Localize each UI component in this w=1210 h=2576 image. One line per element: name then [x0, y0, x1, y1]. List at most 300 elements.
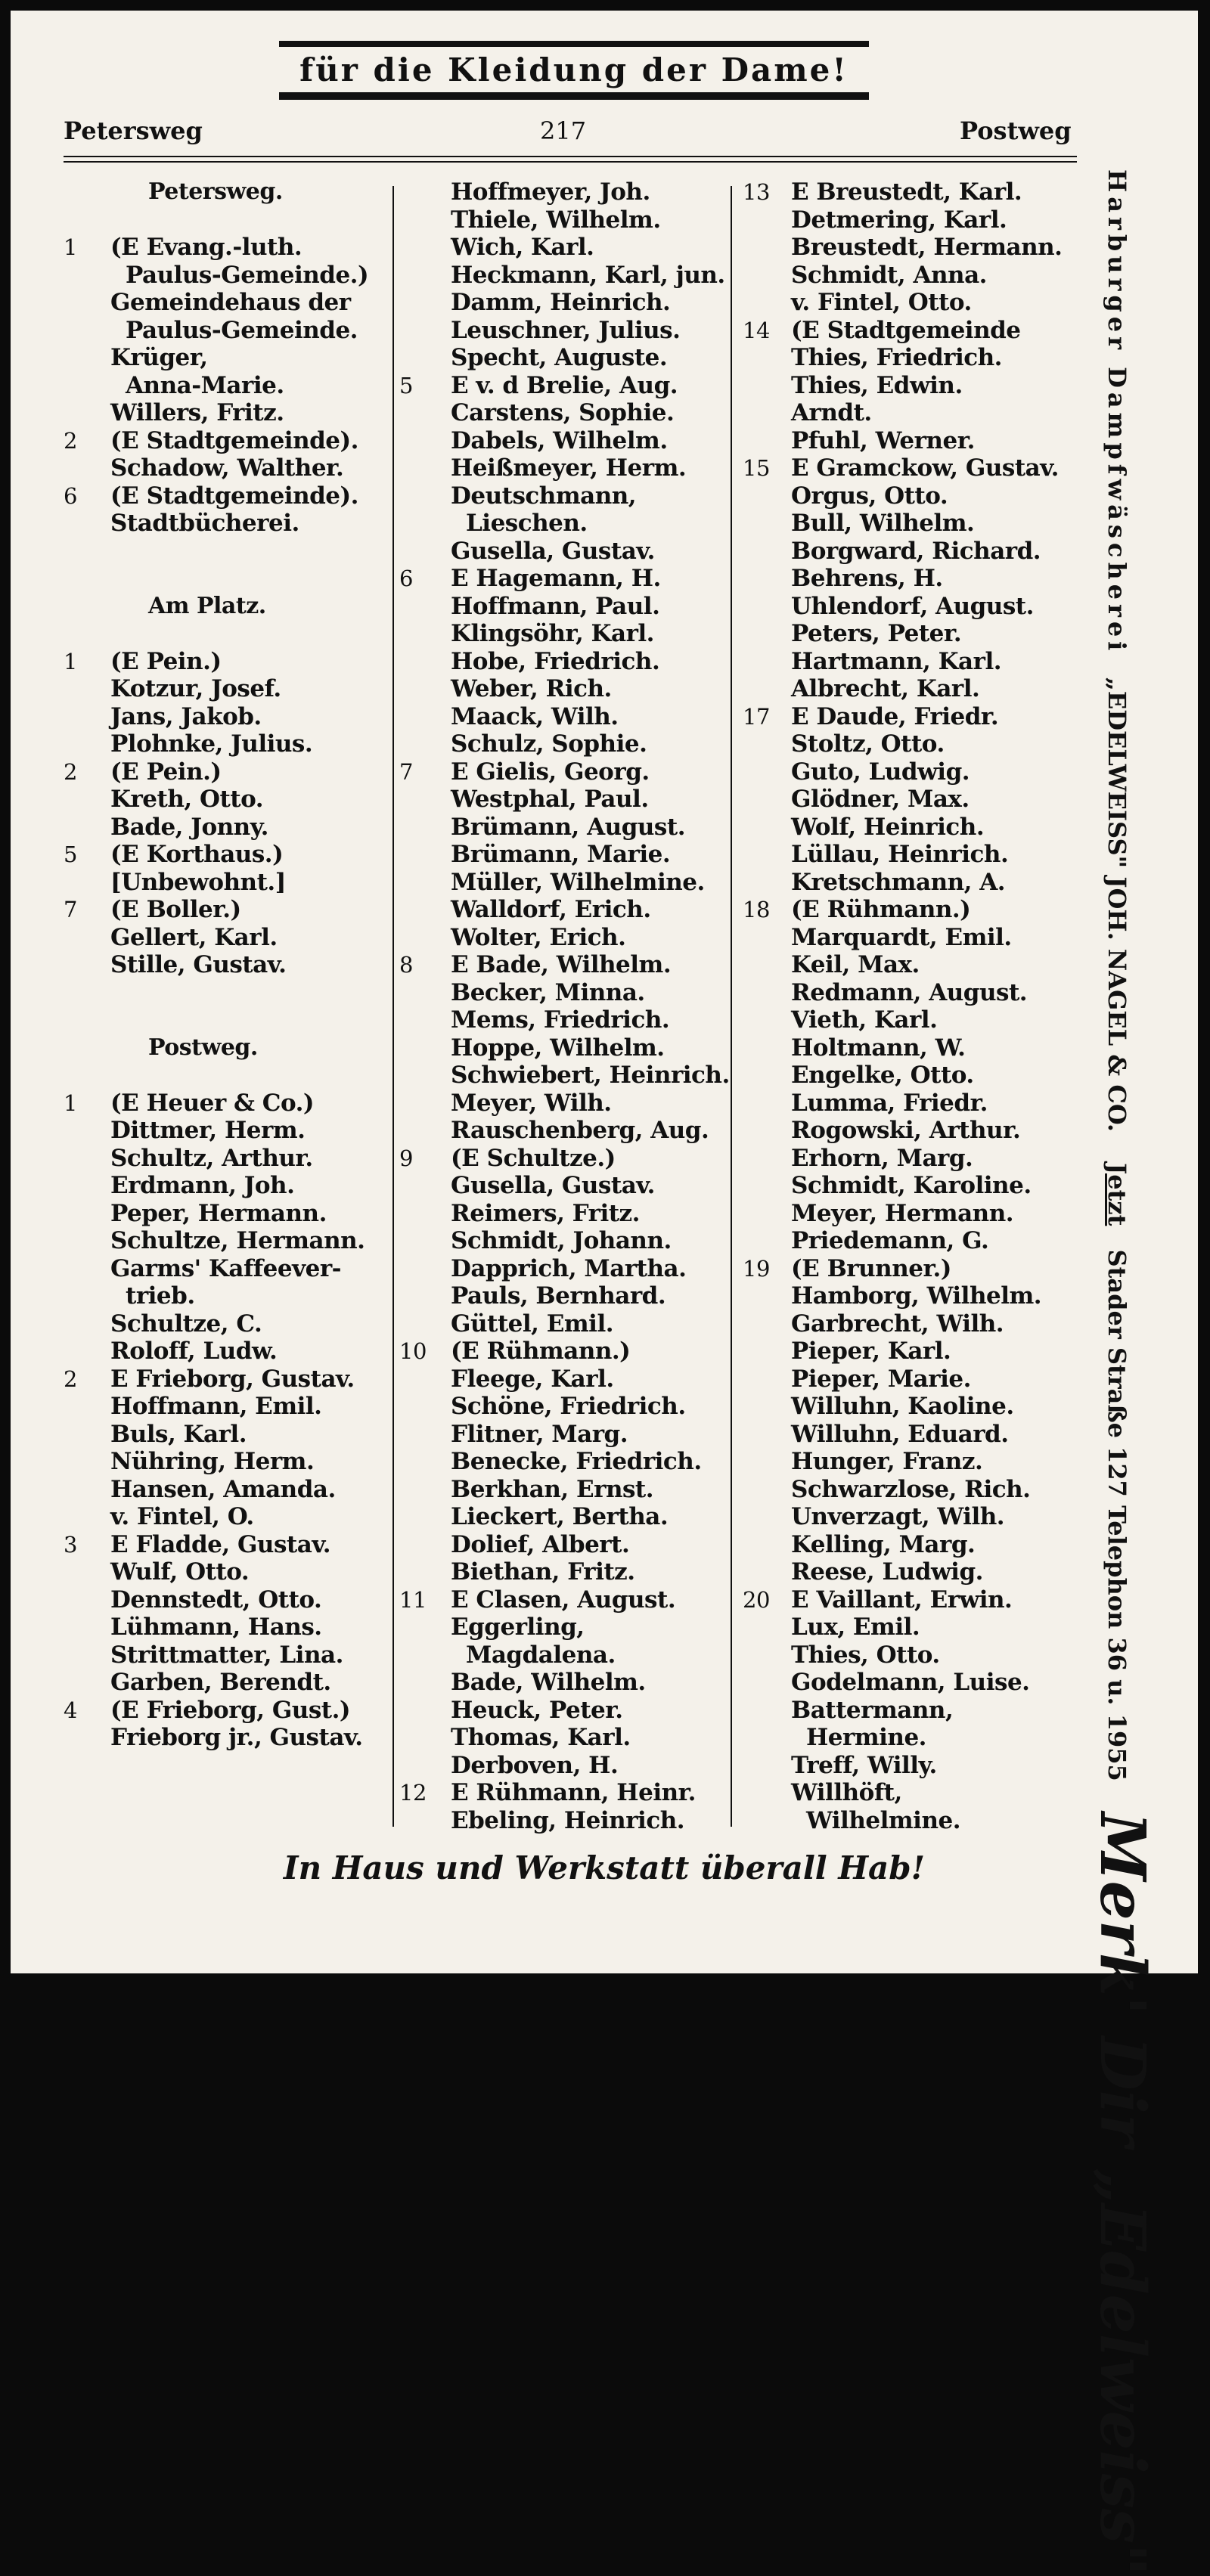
directory-entry — [729, 1807, 1062, 1835]
entry-text: E Frieborg, Gustav. — [110, 1365, 355, 1393]
entry-text: (E Frieborg, Gust.) — [110, 1696, 351, 1724]
directory-entry — [729, 510, 1062, 538]
directory-entry — [389, 869, 729, 897]
entry-text: (E Pein.) — [110, 647, 222, 675]
directory-entry — [389, 1752, 729, 1780]
directory-entry — [64, 565, 389, 593]
directory-entry — [729, 1034, 1062, 1062]
entry-text: (E Evang.-luth. — [110, 234, 302, 261]
directory-entry — [64, 1282, 389, 1310]
directory-entry — [729, 1641, 1062, 1669]
entry-text: Pauls, Bernhard. — [451, 1282, 666, 1310]
entry-text: Carstens, Sophie. — [451, 399, 675, 426]
directory-entry — [729, 758, 1062, 786]
directory-page — [11, 11, 1198, 2576]
entry-text: Hoffmann, Paul. — [451, 592, 660, 620]
directory-entry — [729, 593, 1062, 621]
entry-text: [Unbewohnt.] — [110, 868, 286, 896]
directory-entry — [64, 1697, 389, 1725]
entry-text: Reese, Ludwig. — [791, 1558, 983, 1586]
directory-entry — [64, 869, 389, 897]
directory-entry — [389, 1365, 729, 1393]
page-number: 217 — [540, 116, 587, 145]
entry-text: Redmann, August. — [791, 978, 1028, 1006]
entry-text: (E Pein.) — [110, 758, 222, 786]
sidebar-advertisement — [1086, 169, 1166, 2576]
directory-entry — [64, 1255, 389, 1283]
entry-text: Schadow, Walther. — [110, 454, 344, 482]
directory-entry — [64, 841, 389, 869]
directory-entry — [729, 1586, 1062, 1614]
directory-entry — [64, 675, 389, 703]
directory-entry — [389, 979, 729, 1007]
entry-text: Eggerling, — [451, 1613, 585, 1641]
directory-entry — [389, 1476, 729, 1504]
directory-entry — [64, 1503, 389, 1531]
top-banner: für die Kleidung der Dame! — [279, 41, 869, 100]
directory-entry — [64, 1006, 389, 1034]
entry-text: Marquardt, Emil. — [791, 923, 1012, 951]
entry-text: Unverzagt, Wilh. — [791, 1503, 1005, 1530]
entry-text: Gellert, Karl. — [110, 923, 278, 951]
directory-entry — [729, 1227, 1062, 1255]
entry-text: Westphal, Paul. — [451, 786, 649, 813]
directory-entry — [729, 1200, 1062, 1228]
directory-entry — [64, 289, 389, 317]
directory-entry — [389, 648, 729, 676]
entry-text: Orgus, Otto. — [791, 482, 948, 510]
entry-text: E Rühmann, Heinr. — [451, 1779, 696, 1806]
directory-entry — [729, 317, 1062, 345]
entry-text: Nühring, Herm. — [110, 1448, 315, 1475]
directory-entry — [64, 620, 389, 648]
entry-text: v. Fintel, O. — [110, 1503, 254, 1530]
entry-text: Schultz, Arthur. — [110, 1144, 313, 1172]
house-number: 6 — [64, 482, 77, 509]
house-number: 5 — [64, 842, 77, 867]
directory-entry — [729, 979, 1062, 1007]
directory-entry — [64, 1393, 389, 1421]
entry-text: Wolf, Heinrich. — [791, 813, 985, 841]
directory-entry — [729, 1752, 1062, 1780]
entry-text: Hoffmeyer, Joh. — [451, 178, 650, 206]
entry-text: Magdalena. — [466, 1641, 616, 1669]
directory-entry — [389, 1200, 729, 1228]
entry-text: Schöne, Friedrich. — [451, 1393, 686, 1420]
entry-text: Hartmann, Karl. — [791, 647, 1002, 675]
directory-entry — [64, 427, 389, 455]
entry-text: E Daude, Friedr. — [791, 702, 999, 730]
directory-entry — [729, 399, 1062, 427]
entry-text: Lux, Emil. — [791, 1613, 920, 1641]
entry-text: Schultze, C. — [110, 1310, 262, 1338]
house-number: 14 — [743, 317, 770, 343]
house-number: 5 — [399, 372, 413, 398]
directory-entry — [389, 675, 729, 703]
entry-text: Hansen, Amanda. — [110, 1475, 336, 1503]
house-number: 19 — [743, 1255, 770, 1282]
house-number: 2 — [64, 758, 77, 785]
house-number: 2 — [64, 427, 77, 454]
directory-entry — [729, 1697, 1062, 1725]
directory-entry — [389, 482, 729, 510]
directory-entry — [389, 1282, 729, 1310]
entry-text: Borgward, Richard. — [791, 537, 1041, 565]
house-number: 17 — [743, 703, 770, 730]
directory-entry — [389, 1338, 729, 1365]
directory-entry — [729, 951, 1062, 979]
directory-entry — [389, 951, 729, 979]
entry-text: Keil, Max. — [791, 951, 920, 978]
entry-text: Breustedt, Hermann. — [791, 234, 1063, 261]
entry-text: Engelke, Otto. — [791, 1062, 974, 1089]
directory-entry — [729, 1779, 1062, 1807]
house-number: 10 — [399, 1338, 427, 1364]
entry-text: Paulus-Gemeinde. — [126, 316, 358, 344]
entry-text: Guto, Ludwig. — [791, 758, 970, 786]
entry-text: Hoffmann, Emil. — [110, 1393, 322, 1420]
entry-text: Leuschner, Julius. — [451, 316, 681, 344]
sidebar-brand: „EDELWEISS" JOH. NAGEL & CO. — [1103, 677, 1131, 1132]
directory-entry — [389, 1255, 729, 1283]
entry-text: Jans, Jakob. — [110, 702, 262, 730]
entry-text: Güttel, Emil. — [451, 1310, 614, 1338]
entry-text: E Vaillant, Erwin. — [791, 1586, 1013, 1613]
entry-text: Willers, Fritz. — [110, 399, 284, 426]
entry-text: Priedemann, G. — [791, 1227, 989, 1254]
entry-text: Kreth, Otto. — [110, 786, 264, 813]
directory-entry — [64, 1200, 389, 1228]
directory-entry — [729, 841, 1062, 869]
directory-entry — [729, 262, 1062, 290]
entry-text: Detmering, Karl. — [791, 206, 1007, 234]
entry-text: Hamborg, Wilhelm. — [791, 1282, 1042, 1310]
directory-entry — [389, 510, 729, 538]
entry-text: Kelling, Marg. — [791, 1530, 976, 1558]
directory-entry — [64, 372, 389, 400]
directory-entry — [64, 814, 389, 842]
entry-text: Kotzur, Josef. — [110, 675, 281, 702]
directory-entry — [389, 1034, 729, 1062]
directory-entry — [729, 538, 1062, 566]
directory-entry — [64, 1476, 389, 1504]
directory-entry — [64, 648, 389, 676]
directory-entry — [64, 1338, 389, 1365]
entry-text: Müller, Wilhelmine. — [451, 868, 705, 896]
entry-text: Schultze, Hermann. — [110, 1227, 365, 1254]
directory-entry — [729, 427, 1062, 455]
entry-text: Brümann, Marie. — [451, 841, 671, 868]
entry-text: Uhlendorf, August. — [791, 592, 1034, 620]
entry-text: Stoltz, Otto. — [791, 730, 945, 758]
entry-text: Fleege, Karl. — [451, 1365, 614, 1393]
directory-entry — [64, 234, 389, 262]
entry-text: Reimers, Fritz. — [451, 1199, 640, 1227]
house-number: 7 — [64, 897, 77, 922]
directory-entry — [64, 1724, 389, 1752]
column-1 — [64, 178, 389, 1752]
entry-text: (E Korthaus.) — [110, 841, 284, 868]
directory-entry — [389, 1421, 729, 1449]
directory-entry — [64, 1117, 389, 1145]
entry-text: (E Boller.) — [110, 896, 241, 923]
directory-entry — [729, 730, 1062, 758]
directory-entry — [389, 730, 729, 758]
directory-entry — [389, 1558, 729, 1586]
directory-entry — [64, 703, 389, 731]
directory-entry — [64, 538, 389, 566]
entry-text: Thomas, Karl. — [451, 1724, 631, 1751]
entry-text: E v. d Brelie, Aug. — [451, 371, 678, 399]
directory-entry — [64, 979, 389, 1007]
directory-entry — [389, 565, 729, 593]
directory-entry — [64, 924, 389, 952]
directory-entry — [64, 1421, 389, 1449]
directory-entry — [389, 1117, 729, 1145]
directory-entry — [389, 758, 729, 786]
entry-text: Krüger, — [110, 344, 208, 371]
entry-text: Gemeindehaus der — [110, 289, 351, 316]
column-2 — [389, 178, 729, 1834]
entry-text: E Bade, Wilhelm. — [451, 951, 672, 978]
entry-text: Albrecht, Karl. — [791, 675, 980, 702]
directory-entry — [729, 1503, 1062, 1531]
directory-entry — [64, 1669, 389, 1697]
entry-text: Specht, Auguste. — [451, 344, 668, 371]
entry-text: Ebeling, Heinrich. — [451, 1806, 685, 1834]
entry-text: Glödner, Max. — [791, 786, 970, 813]
entry-text: Heißmeyer, Herm. — [451, 454, 687, 482]
house-number: 6 — [399, 566, 413, 591]
directory-entry — [729, 814, 1062, 842]
directory-entry — [389, 1613, 729, 1641]
directory-entry — [389, 896, 729, 924]
house-number: 1 — [64, 1090, 77, 1116]
entry-text: Meyer, Wilh. — [451, 1089, 612, 1117]
house-number: 13 — [743, 179, 770, 205]
directory-entry — [389, 206, 729, 234]
entry-text: Frieborg jr., Gustav. — [110, 1724, 363, 1751]
header-street-right: Postweg — [960, 116, 1072, 145]
directory-entry — [389, 1145, 729, 1173]
directory-entry — [389, 1531, 729, 1559]
entry-text: Pfuhl, Werner. — [791, 426, 975, 454]
sidebar-company: Harburger Dampfwäscherei — [1103, 169, 1131, 656]
entry-text: (E Brunner.) — [791, 1254, 951, 1282]
entry-text: Dennstedt, Otto. — [110, 1586, 322, 1613]
entry-text: Weber, Rich. — [451, 675, 612, 702]
directory-entry — [64, 510, 389, 538]
directory-entry — [389, 262, 729, 290]
entry-text: v. Fintel, Otto. — [791, 289, 972, 316]
entry-text: Lieckert, Bertha. — [451, 1503, 669, 1530]
directory-entry — [64, 482, 389, 510]
directory-entry — [389, 1503, 729, 1531]
directory-entry — [389, 620, 729, 648]
entry-text: Lumma, Friedr. — [791, 1089, 988, 1117]
directory-entry — [729, 1669, 1062, 1697]
house-number: 4 — [64, 1697, 77, 1723]
entry-text: Schmidt, Johann. — [451, 1227, 672, 1254]
entry-text: Gusella, Gustav. — [451, 537, 655, 565]
directory-entry — [64, 896, 389, 924]
entry-text: E Gielis, Georg. — [451, 758, 650, 786]
directory-entry — [729, 1062, 1062, 1090]
directory-entry — [389, 1090, 729, 1118]
directory-entry — [389, 786, 729, 814]
directory-entry — [389, 1227, 729, 1255]
entry-text: Dabels, Wilhelm. — [451, 426, 668, 454]
entry-text: Benecke, Friedrich. — [451, 1448, 702, 1475]
section-heading — [64, 178, 389, 206]
directory-entry — [729, 1421, 1062, 1449]
directory-entry — [729, 1145, 1062, 1173]
directory-entry — [729, 1531, 1062, 1559]
entry-text: (E Stadtgemeinde — [791, 316, 1021, 344]
entry-text: Hermine. — [806, 1724, 926, 1751]
directory-entry — [729, 1282, 1062, 1310]
directory-entry — [389, 1724, 729, 1752]
directory-entry — [64, 1531, 389, 1559]
entry-text: E Hagemann, H. — [451, 565, 661, 592]
entry-text: Gusella, Gustav. — [451, 1172, 655, 1199]
entry-text: Schmidt, Karoline. — [791, 1172, 1032, 1199]
entry-text: Battermann, — [791, 1696, 954, 1724]
entry-text: Anna-Marie. — [126, 371, 284, 399]
directory-entry — [64, 1641, 389, 1669]
entry-text: Bade, Wilhelm. — [451, 1669, 646, 1696]
street-name: Am Platz. — [148, 592, 266, 619]
directory-entry — [389, 1641, 729, 1669]
entry-text: Hoppe, Wilhelm. — [451, 1034, 665, 1062]
entry-text: Buls, Karl. — [110, 1420, 247, 1448]
directory-entry — [389, 1172, 729, 1200]
entry-text: Arndt. — [791, 399, 872, 426]
directory-entry — [64, 1090, 389, 1118]
entry-text: Lüllau, Heinrich. — [791, 841, 1009, 868]
entry-text: Schwarzlose, Rich. — [791, 1475, 1031, 1503]
entry-text: Maack, Wilh. — [451, 702, 619, 730]
directory-entry — [64, 1365, 389, 1393]
house-number: 1 — [64, 234, 77, 260]
entry-text: Pieper, Karl. — [791, 1338, 951, 1365]
directory-entry — [389, 924, 729, 952]
directory-entry — [64, 1613, 389, 1641]
directory-entry — [389, 1062, 729, 1090]
directory-entry — [389, 1669, 729, 1697]
directory-entry — [64, 1310, 389, 1338]
directory-entry — [729, 620, 1062, 648]
entry-text: Thies, Otto. — [791, 1641, 940, 1669]
directory-entry — [729, 1393, 1062, 1421]
entry-text: Dittmer, Herm. — [110, 1117, 306, 1144]
entry-text: Paulus-Gemeinde.) — [126, 261, 369, 289]
directory-entry — [64, 1145, 389, 1173]
house-number: 11 — [399, 1586, 427, 1613]
house-number: 7 — [399, 758, 413, 785]
directory-entry — [729, 1338, 1062, 1365]
directory-entry — [389, 1448, 729, 1476]
directory-entry — [729, 869, 1062, 897]
directory-entry — [389, 344, 729, 372]
directory-entry — [64, 399, 389, 427]
entry-text: E Gramckow, Gustav. — [791, 454, 1059, 482]
directory-entry — [729, 1476, 1062, 1504]
directory-entry — [389, 1697, 729, 1725]
directory-entry — [729, 372, 1062, 400]
entry-text: Godelmann, Luise. — [791, 1669, 1030, 1696]
directory-entry — [729, 234, 1062, 262]
directory-entry — [729, 703, 1062, 731]
entry-text: Schwiebert, Heinrich. — [451, 1062, 730, 1089]
entry-text: trieb. — [126, 1282, 195, 1310]
directory-entry — [389, 289, 729, 317]
entry-text: Vieth, Karl. — [791, 1006, 938, 1034]
entry-text: Klingsöhr, Karl. — [451, 620, 654, 647]
directory-entry — [64, 951, 389, 979]
column-3 — [729, 178, 1062, 1834]
entry-text: Heckmann, Karl, jun. — [451, 261, 725, 289]
directory-entry — [729, 565, 1062, 593]
section-heading — [64, 1034, 389, 1062]
directory-entry — [64, 758, 389, 786]
entry-text: Mems, Friedrich. — [451, 1006, 670, 1034]
entry-text: E Fladde, Gustav. — [110, 1530, 331, 1558]
entry-text: Willhöft, — [791, 1779, 902, 1806]
directory-entry — [729, 482, 1062, 510]
house-number: 1 — [64, 648, 77, 674]
directory-entry — [729, 675, 1062, 703]
directory-entry — [389, 178, 729, 206]
entry-text: Bull, Wilhelm. — [791, 510, 975, 537]
entry-text: Plohnke, Julius. — [110, 730, 313, 758]
entry-text: Berkhan, Ernst. — [451, 1475, 654, 1503]
entry-text: E Clasen, August. — [451, 1586, 676, 1613]
directory-entry — [64, 1227, 389, 1255]
header-rule — [64, 161, 1077, 163]
directory-entry — [64, 786, 389, 814]
sidebar-now: Jetzt — [1103, 1163, 1131, 1226]
entry-text: Schmidt, Anna. — [791, 261, 987, 289]
entry-text: Pieper, Marie. — [791, 1365, 971, 1393]
entry-text: Thiele, Wilhelm. — [451, 206, 661, 234]
entry-text: Wich, Karl. — [451, 234, 594, 261]
entry-text: Thies, Edwin. — [791, 371, 963, 399]
entry-text: Lühmann, Hans. — [110, 1613, 322, 1641]
entry-text: Meyer, Hermann. — [791, 1199, 1014, 1227]
entry-text: Wolter, Erich. — [451, 923, 626, 951]
directory-entry — [729, 1006, 1062, 1034]
header-street-left: Petersweg — [64, 116, 203, 145]
directory-entry — [389, 1586, 729, 1614]
entry-text: Stille, Gustav. — [110, 951, 287, 978]
directory-entry — [64, 344, 389, 372]
directory-entry — [729, 1310, 1062, 1338]
entry-text: Erhorn, Marg. — [791, 1144, 973, 1172]
directory-entry — [729, 289, 1062, 317]
house-number: 20 — [743, 1586, 770, 1613]
entry-text: Flitner, Marg. — [451, 1420, 628, 1448]
entry-text: Bade, Jonny. — [110, 813, 268, 841]
entry-text: (E Heuer & Co.) — [110, 1089, 315, 1117]
directory-entry — [729, 896, 1062, 924]
directory-entry — [729, 924, 1062, 952]
entry-text: Strittmatter, Lina. — [110, 1641, 343, 1669]
entry-text: Thies, Friedrich. — [791, 344, 1002, 371]
entry-text: Walldorf, Erich. — [451, 896, 651, 923]
entry-text: Stadtbücherei. — [110, 510, 299, 537]
entry-text: Treff, Willy. — [791, 1751, 937, 1779]
